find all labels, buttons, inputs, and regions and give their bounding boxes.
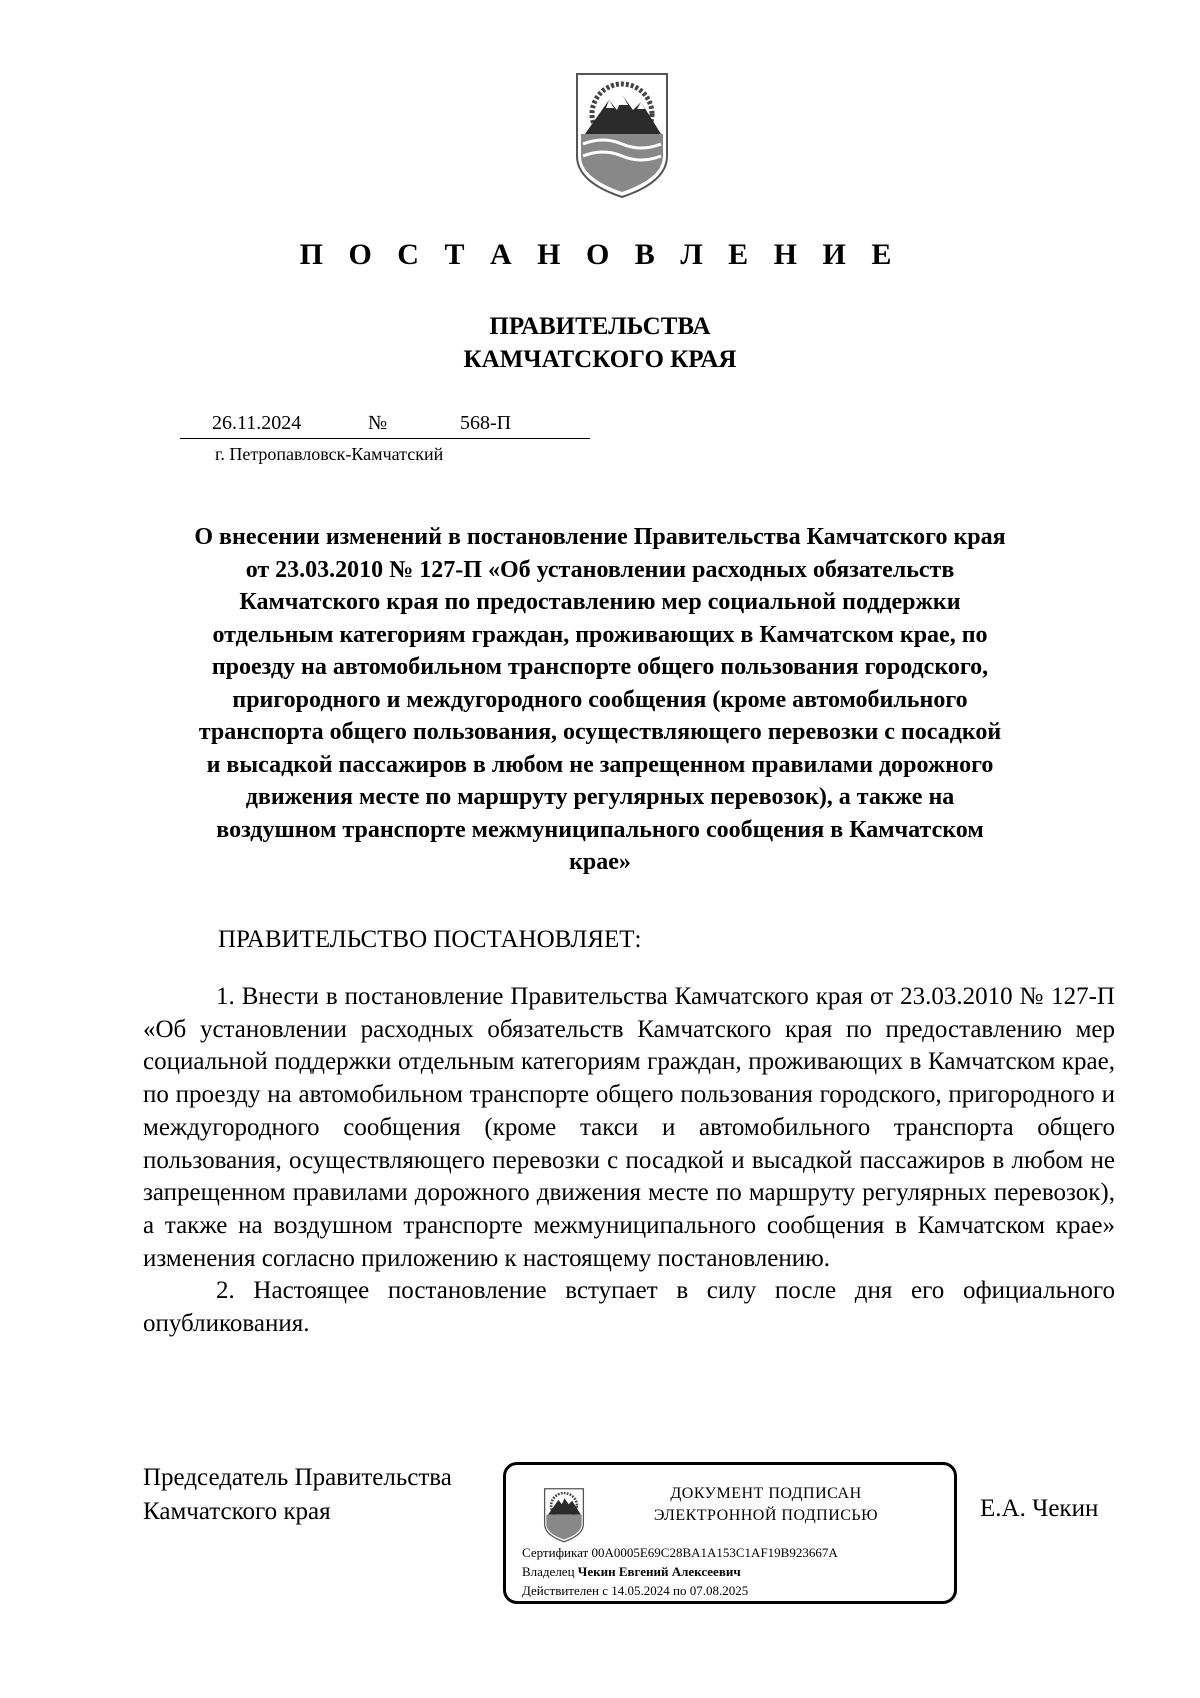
title-line: Камчатского края по предоставлению мер социальной поддержки (239, 589, 961, 615)
paragraph-1: 1. Внести в постановление Правительства Камчатского края от 23.03.2010 № 127-П «Об установлении расходных обязательств Камчатского края по предоставлению мер социальной поддержки отдельным категориям граждан, проживающих в Камчатском крае, по проезду на автомобильном транспорте общего пользования городского, пригородного и междугородного сообщения (кроме такси и автомобильного транспорта общего пользования, осуществляющего перевозки с посадкой и высадкой пассажиров в любом не запрещенном правилами дорожного движения месте по маршруту регулярных перевозок), а также на воздушном транспорте межмуниципального сообщения в Камчатском крае» изменения согласно приложению к настоящему постановлению. (143, 983, 1115, 1272)
signatory-title-line: Камчатского края (143, 1498, 331, 1525)
document-body (143, 981, 1115, 1341)
valid-to-label: по (673, 1583, 687, 1598)
owner-label: Владелец (522, 1564, 575, 1579)
title-line: движения месте по маршруту регулярных перевозок), а также на (245, 784, 955, 810)
title-line: и высадкой пассажиров в любом не запрещенном правилами дорожного (206, 751, 994, 778)
stamp-certificate (522, 1545, 838, 1561)
title-line: проезду на автомобильном транспорте общего пользования городского, (211, 654, 989, 680)
stamp-owner (522, 1564, 741, 1580)
electronic-signature-stamp (503, 1462, 957, 1604)
document-type: П О С Т А Н О В Л Е Н И Е (299, 238, 901, 271)
valid-from-label: Действителен с (522, 1583, 608, 1598)
owner-value: Чекин Евгений Алексеевич (577, 1564, 741, 1579)
title-line: О внесении изменений в постановление Правительства Камчатского края (194, 524, 1006, 550)
signatory-title-line: Председатель Правительства (143, 1464, 452, 1491)
valid-from-value: 14.05.2024 (611, 1583, 670, 1598)
issuing-authority (0, 310, 1200, 376)
title-line: отдельным категориям граждан, проживающих в Камчатском крае, по (212, 621, 988, 648)
valid-to-value: 07.08.2025 (689, 1583, 749, 1598)
document-title (130, 521, 1070, 879)
signatory-name: Е.А. Чекин (980, 1495, 1099, 1522)
registration-number-label: № (368, 412, 388, 434)
decree-phrase: ПРАВИТЕЛЬСТВО ПОСТАНОВЛЯЕТ: (218, 926, 642, 953)
issue-city: г. Петропавловск-Камчатский (215, 444, 444, 464)
title-line: крае» (569, 849, 631, 875)
stamp-header-line: ЭЛЕКТРОННОЙ ПОДПИСЬЮ (653, 1507, 879, 1524)
title-line: пригородного и междугородного сообщения (кроме автомобильного (232, 686, 968, 713)
authority-line: КАМЧАТСКОГО КРАЯ (463, 346, 737, 373)
title-line: от 23.03.2010 № 127-П «Об установлении расходных обязательств (245, 556, 955, 583)
coat-of-arms-icon (573, 70, 671, 200)
paragraph-2: 2. Настоящее постановление вступает в силу после дня его официального опубликования. (143, 1277, 1115, 1338)
signatory-title (143, 1461, 452, 1529)
certificate-label: Сертификат (522, 1545, 589, 1560)
registration-date: 26.11.2024 (212, 412, 302, 434)
registration-number: 568-П (460, 412, 512, 434)
registration-underline (180, 438, 590, 439)
stamp-validity (522, 1583, 748, 1599)
certificate-value: 00A0005E69C28BA1A153C1AF19B923667A (591, 1545, 838, 1560)
title-line: транспорта общего пользования, осуществляющего перевозки с посадкой (198, 719, 1002, 745)
coat-of-arms-icon (542, 1487, 586, 1543)
stamp-header (606, 1483, 926, 1527)
title-line: воздушном транспорте межмуниципального сообщения в Камчатском (216, 816, 984, 843)
authority-line: ПРАВИТЕЛЬСТВА (489, 313, 711, 340)
stamp-header-line: ДОКУМЕНТ ПОДПИСАН (670, 1485, 862, 1502)
